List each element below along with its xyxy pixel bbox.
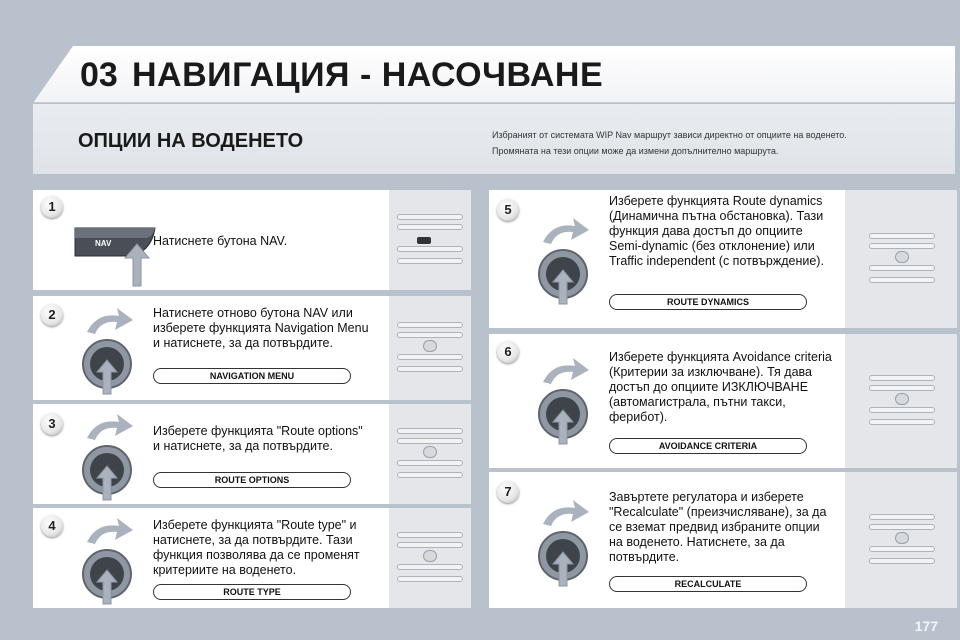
menu-item-route-options: ROUTE OPTIONS xyxy=(153,472,351,488)
menu-item-recalculate: RECALCULATE xyxy=(609,576,807,592)
step-5-text: Изберете функцията Route dynamics (Динамична пътна обстановка). Тази функция дава достъп до опциите Semi-dynamic (без отклонение) или Traffic independent (с потвърждение). xyxy=(609,194,824,268)
menu-item-route-type: ROUTE TYPE xyxy=(153,584,351,600)
radio-faceplate-icon xyxy=(869,231,935,287)
radio-faceplate-icon xyxy=(869,373,935,429)
nav-button-highlight-icon xyxy=(417,237,431,244)
chapter-number: 03 xyxy=(80,56,118,94)
rotary-knob-press-icon xyxy=(75,412,139,502)
step-4-badge: 4 xyxy=(41,515,63,537)
rotary-knob-turn-press-icon xyxy=(531,498,595,588)
device-illustration xyxy=(389,404,471,504)
step-7-panel xyxy=(489,472,957,608)
step-2-panel xyxy=(33,296,471,400)
step-6-text: Изберете функцията Avoidance criteria (Критерии за изключване). Тя дава достъп до опциите ИЗКЛЮЧВАНЕ (автомагистрала, пътни такси, ферибот). xyxy=(609,350,832,424)
intro-line-2: Промяната на тези опции може да измени допълнително маршрута. xyxy=(492,146,779,156)
step-3-text: Изберете функцията "Route options" и натиснете, за да потвърдите. xyxy=(153,424,363,453)
step-7-badge: 7 xyxy=(497,481,519,503)
step-3-panel xyxy=(33,404,471,504)
page-title: НАВИГАЦИЯ - НАСОЧВАНЕ xyxy=(132,56,604,94)
device-illustration xyxy=(845,190,957,328)
step-5-badge: 5 xyxy=(497,199,519,221)
intro-text xyxy=(492,127,932,159)
header-notch xyxy=(33,46,73,103)
device-illustration xyxy=(389,296,471,400)
step-5-panel xyxy=(489,190,957,328)
radio-faceplate-icon xyxy=(869,512,935,568)
step-2-badge: 2 xyxy=(41,304,63,326)
rotary-knob-press-icon xyxy=(531,356,595,446)
device-illustration xyxy=(389,508,471,608)
step-2-text: Натиснете отново бутона NAV или изберете функцията Navigation Menu и натиснете, за да потвърдите. xyxy=(153,306,369,350)
step-1-badge: 1 xyxy=(41,196,63,218)
section-title: ОПЦИИ НА ВОДЕНЕТО xyxy=(78,130,304,152)
menu-item-route-dynamics: ROUTE DYNAMICS xyxy=(609,294,807,310)
nav-key-label: NAV xyxy=(95,239,112,248)
step-3-badge: 3 xyxy=(41,413,63,435)
step-1-text: Натиснете бутона NAV. xyxy=(153,234,288,248)
step-4-text: Изберете функцията "Route type" и натиснете, за да потвърдите. Тази функция позволява да се променят критериите на воденето. xyxy=(153,518,360,577)
intro-line-1: Избраният от системата WIP Nav маршрут зависи директно от опциите на воденето. xyxy=(492,130,847,140)
nav-key-with-press-arrow-icon xyxy=(71,224,161,288)
device-illustration xyxy=(845,472,957,608)
step-1-panel xyxy=(33,190,471,290)
rotary-knob-press-icon xyxy=(531,216,595,306)
radio-faceplate-icon xyxy=(397,426,463,482)
step-6-panel xyxy=(489,334,957,468)
step-7-text: Завъртете регулатора и изберете "Recalculate" (преизчисляване), за да се вземат предвид избраните опции на воденето. Натиснете, за да потвърдите. xyxy=(609,490,827,564)
step-6-badge: 6 xyxy=(497,341,519,363)
radio-faceplate-icon xyxy=(397,320,463,376)
page-number: 177 xyxy=(914,618,938,634)
rotary-knob-press-icon xyxy=(75,516,139,606)
device-illustration xyxy=(389,190,471,290)
step-4-panel xyxy=(33,508,471,608)
menu-item-avoidance-criteria: AVOIDANCE CRITERIA xyxy=(609,438,807,454)
radio-faceplate-icon xyxy=(397,530,463,586)
menu-item-navigation-menu: NAVIGATION MENU xyxy=(153,368,351,384)
rotary-knob-press-icon xyxy=(75,306,139,396)
device-illustration xyxy=(845,334,957,468)
radio-faceplate-icon xyxy=(397,212,463,268)
